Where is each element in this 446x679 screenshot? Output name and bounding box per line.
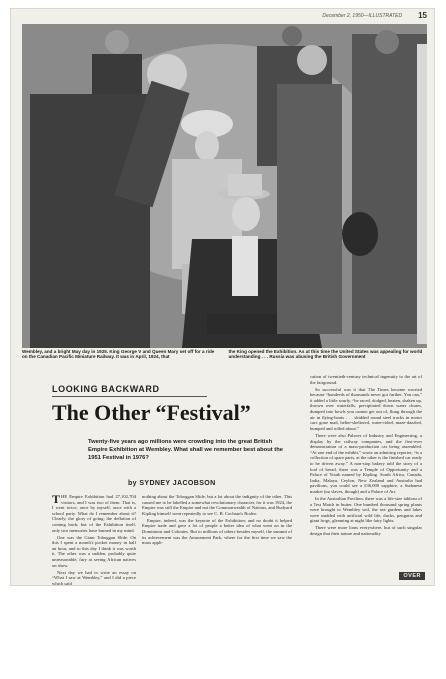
paragraph: There were more lions everywhere, but of such singular design that their nature and nationality [310, 525, 422, 537]
standfirst: Twenty-five years ago millions were crowding into the great British Empire Exhibition at Wembley. What shall we remember best about the 1951 Festival in 1976? [88, 439, 283, 461]
headline: The Other “Festival” [52, 400, 251, 425]
byline: by SYDNEY JACOBSON [128, 480, 216, 487]
column-1 [52, 494, 136, 586]
page-header [322, 11, 427, 20]
caption-right: the King opened the Exhibition. As at this time the United States was appealing for world understanding . . . Russia was abusing the British Government [228, 349, 423, 360]
date-publication: December 2, 1950—ILLUSTRATED [322, 12, 403, 19]
page-number: 15 [418, 11, 427, 20]
paragraph: Empire, indeed, was the keynote of the Exhibition; and no doubt it helped Empire trade and gave a lot of people a better idea of what went on in the Dominions and Colonies. But to millions of others besides myself, the summit of its achievement was the Amusement Park, where for the first time we saw the mass appli- [142, 517, 292, 546]
paragraph: One was the Giant Toboggan Slide. On this I spent a month's pocket money in half an hour, and to this day I think it was worth it. The other was a sudden, probably quite unreasonable, fury at seeing African natives on show. [52, 534, 136, 568]
archival-photograph [22, 24, 427, 348]
photo-caption [22, 349, 427, 360]
column-2 [142, 494, 292, 547]
photo-illustration [22, 24, 427, 348]
column-3 [310, 374, 422, 538]
kicker-rule [52, 396, 207, 397]
paragraph: Next day we had to write an essay on “What I saw at Wembley,” and I did a piece which said [52, 569, 136, 586]
magazine-page [10, 8, 435, 586]
drop-cap: T [52, 492, 61, 506]
paragraph: So successful was it that The Times became worried because “hundreds of thousands never got further. You can,” it added a little sourly, “be raced, dodged, beaten, shaken up, thrown over waterfalls, precipitated down water chutes, dumped into bowls you cannot get out of, flung through the air in flying-boats . . . skidded round steel tracks in motor cars gone mad, helter-skeltered, water-rided, maze-dazzled, bumped and rolled about.” [310, 386, 422, 431]
section-kicker: LOOKING BACKWARD [52, 384, 160, 394]
paragraph: There were also Palaces of Industry and Engineering, a display by the railway companies, and the first-ever demonstration of a mass-production car being assembled. “At one end of the exhibit,” wrote an admiring reporter, “is a collection of spare parts, at the other is the finished car ready to be driven away.” A non-stop bakery told the story of a loaf of bread, there was a Temple of Opportunity and a Palace of Youth named by Kipling. South Africa, Canada, India, Malaya, Ceylon, New Zealand and Australia had pavilions, you could see a £36,000 sapphire, a Sudanese market (no slaves, though) and a Palace of Art. [310, 432, 422, 494]
paragraph: HE Empire Exhibition had 27,102,704 visitors, and I was two of them. That is, I went twice, once by myself, once with a school party. What do I remember about it? Clearly, the glory of going, the deflation of coming back; but of the Exhibition itself, only two memories have burned in my mind. [52, 494, 136, 533]
paragraph: cation of twentieth-century technical ingenuity to the art of the fairground. [310, 374, 422, 385]
paragraph: In the Australian Pavilion, there was a life-size tableau of a Test Match in butter. One hundred thousand spring plants were brought to Wembley soil, the sea gardens and lakes were studded with artificial wild life, ducks, penguins and giant frogs, gleaming at night like fairy lights. [310, 495, 422, 524]
caption-left: Wembley, and a bright May day in 1925. King George V and Queen Mary set off for a ride on the Canadian Pacific Miniature Railway. It was in April, 1924, that [22, 349, 215, 360]
over-label: OVER [399, 572, 425, 580]
paragraph: nothing about the Toboggan Slide, but a lot about the indignity of the other. This caused me to be labelled a somewhat revolutionary character, for it was 1924, the Empire was still the Empire and not the Commonwealth of Nations, and Rudyard Kipling himself went repeatedly to see C. B. Cochran's Rodeo. [142, 494, 292, 516]
article [22, 366, 427, 586]
